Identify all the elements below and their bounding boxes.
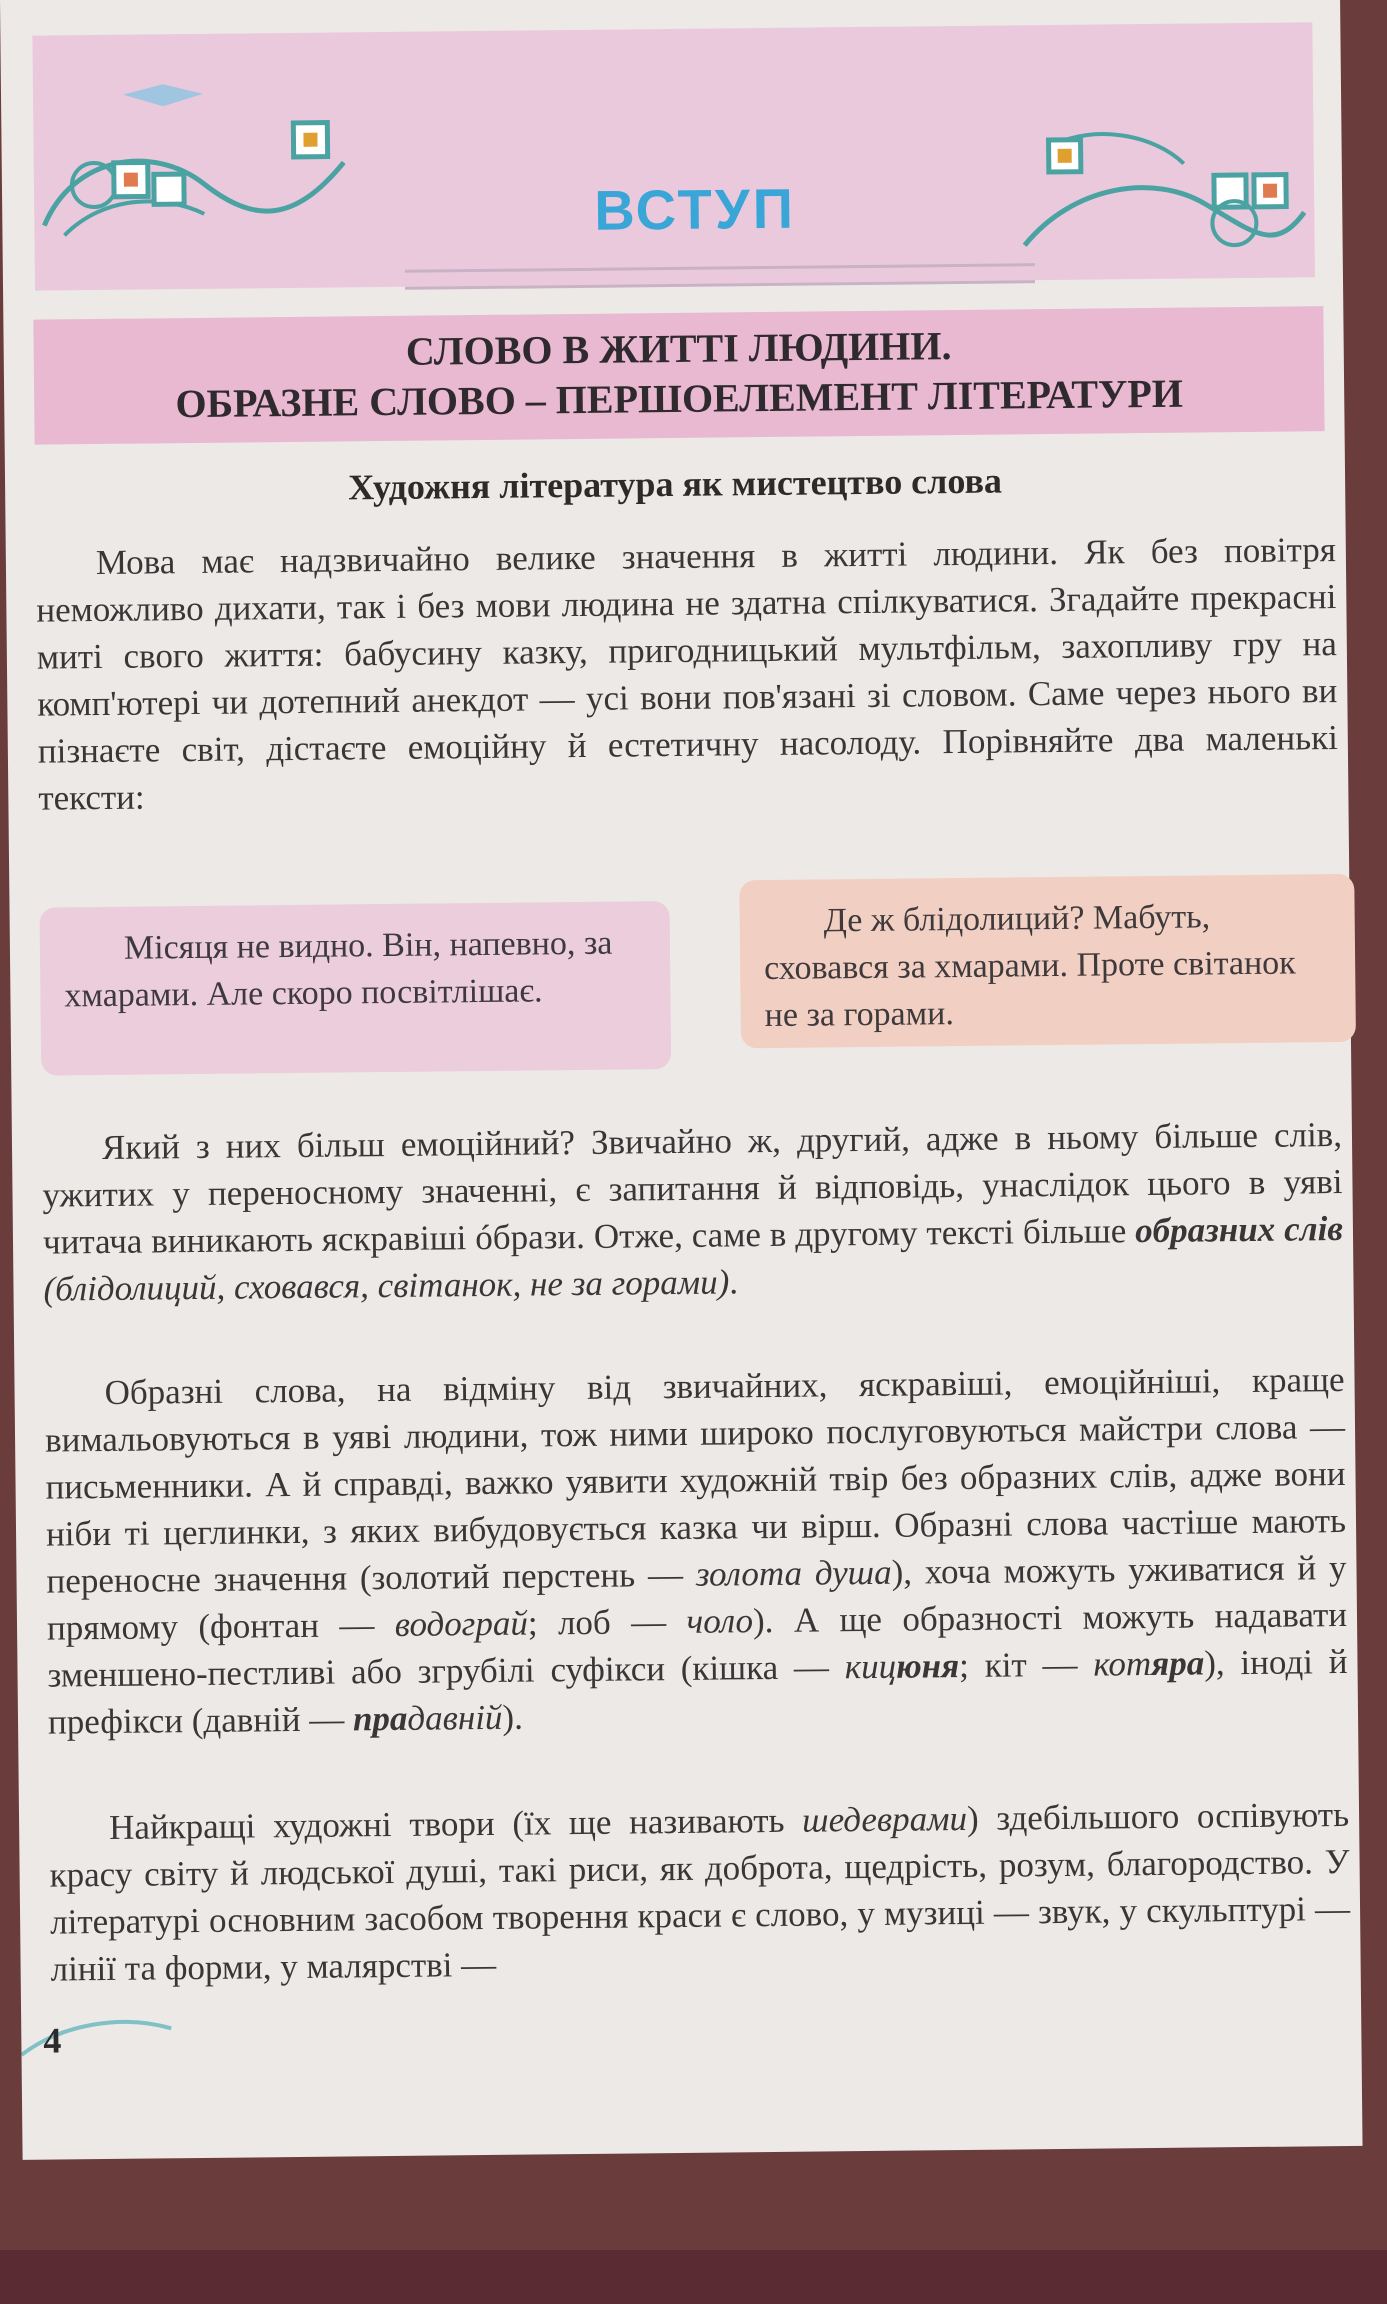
p3-suffix: яра <box>1150 1643 1205 1684</box>
p3-text: ). А ще образності можуть надавати зменшено-пестливі або згрубілі суфікси (кішка — <box>47 1594 1348 1695</box>
section-title: ВСТУП <box>593 176 797 242</box>
p4-text: Найкращі художні твори (їх ще називають <box>108 1800 803 1847</box>
background-fabric <box>0 2250 1387 2304</box>
page-number: 4 <box>43 2020 62 2061</box>
paragraph-2 <box>42 1111 1344 1313</box>
example-text-figurative-content: Де ж блідолиций? Мабуть, сховався за хмарами. Проте світанок не за горами. <box>763 898 1296 1035</box>
p3-text: Образні слова, на відміну від звичайних, яскравіші, емоційніші, краще вимальовуються в уяві людини, тож ними широко послуговуються майстри слова — письменники. А й справді, важко уявити художній твір без образних слів, адже вони ніби ті цеглинки, з яких вибудовується казка чи вірш. Образні слова частіше мають переносне значення (золотий перстень — <box>44 1359 1347 1601</box>
subheading: Художня література як мистецтво слова <box>348 460 1003 508</box>
banner-divider <box>405 263 1035 290</box>
p4-text: ) здебільшого оспівують красу світу й людської душі, такі риси, як доброта, щедрість, розум, благородство. У літературі основним засобом творення краси є слово, у музиці — звук, у скульптурі — лінії та форми, у малярстві — <box>49 1794 1351 1989</box>
topic-heading-line-2: ОБРАЗНЕ СЛОВО – ПЕРШОЕЛЕМЕНТ ЛІТЕРАТУРИ <box>175 370 1184 427</box>
left-ornament-icon <box>33 72 355 255</box>
p3-italic: кот <box>1093 1644 1152 1684</box>
p3-suffix: юня <box>895 1646 960 1686</box>
topic-heading-line-1: СЛОВО В ЖИТТІ ЛЮДИНИ. <box>405 323 952 374</box>
p3-text: ; лоб — <box>527 1601 687 1643</box>
p3-text: ; кіт — <box>958 1644 1094 1686</box>
intro-paragraph: Мова має надзвичайно велике значення в житті людини. Як без повітря неможливо дихати, так і без мови людина не здатна спілкуватися. Згадайте прекрасні миті свого життя: бабусину казку, пригодницький мультфільм, захопливу гру на комп'ютері чи дотепний анекдот — усі вони пов'язані зі словом. Саме через нього ви пізнаєте світ, дістаєте емоційну й естетичну насолоду. Порівняйте два маленькі тексти: <box>36 530 1339 818</box>
right-ornament-icon <box>1013 102 1315 275</box>
p3-text: ), хоча можуть уживатися й у прямому (фонтан — <box>46 1547 1347 1648</box>
p3-text: ). <box>502 1697 524 1737</box>
examples-italic: (блідолиций, сховався, світанок, не за горами) <box>43 1262 730 1309</box>
example-text-plain-content: Місяця не видно. Він, напевно, за хмарами. Але скоро посвітлішає. <box>64 924 613 1015</box>
paragraph-4 <box>49 1791 1351 1993</box>
p4-italic: шедеврами <box>801 1798 968 1840</box>
paragraph-2-text: Який з них більш емоційний? Звичайно ж, другий, адже в ньому більше слів, ужитих у переносному значенні, є запитання й відповідь, унаслідок цього в уяві читача виникають яскравіші óбрази. Отже, саме в другому тексті більше <box>42 1115 1343 1262</box>
p3-prefix: пра <box>352 1698 408 1739</box>
topic-heading-box <box>33 306 1324 445</box>
term-figurative-words: образних слів <box>1134 1209 1344 1251</box>
p3-italic: золота душа <box>695 1552 892 1594</box>
example-text-figurative <box>739 874 1356 1048</box>
p3-text: ), іноді й префікси (давній — <box>47 1641 1348 1742</box>
example-text-plain <box>40 901 672 1076</box>
p3-italic: давній <box>407 1697 503 1738</box>
p3-italic: чоло <box>686 1601 754 1641</box>
paragraph-3 <box>44 1356 1348 1746</box>
header-banner <box>32 22 1315 290</box>
p3-italic: киц <box>844 1646 897 1687</box>
p3-italic: водограй <box>394 1603 529 1644</box>
paragraph-2-end: . <box>729 1262 739 1302</box>
